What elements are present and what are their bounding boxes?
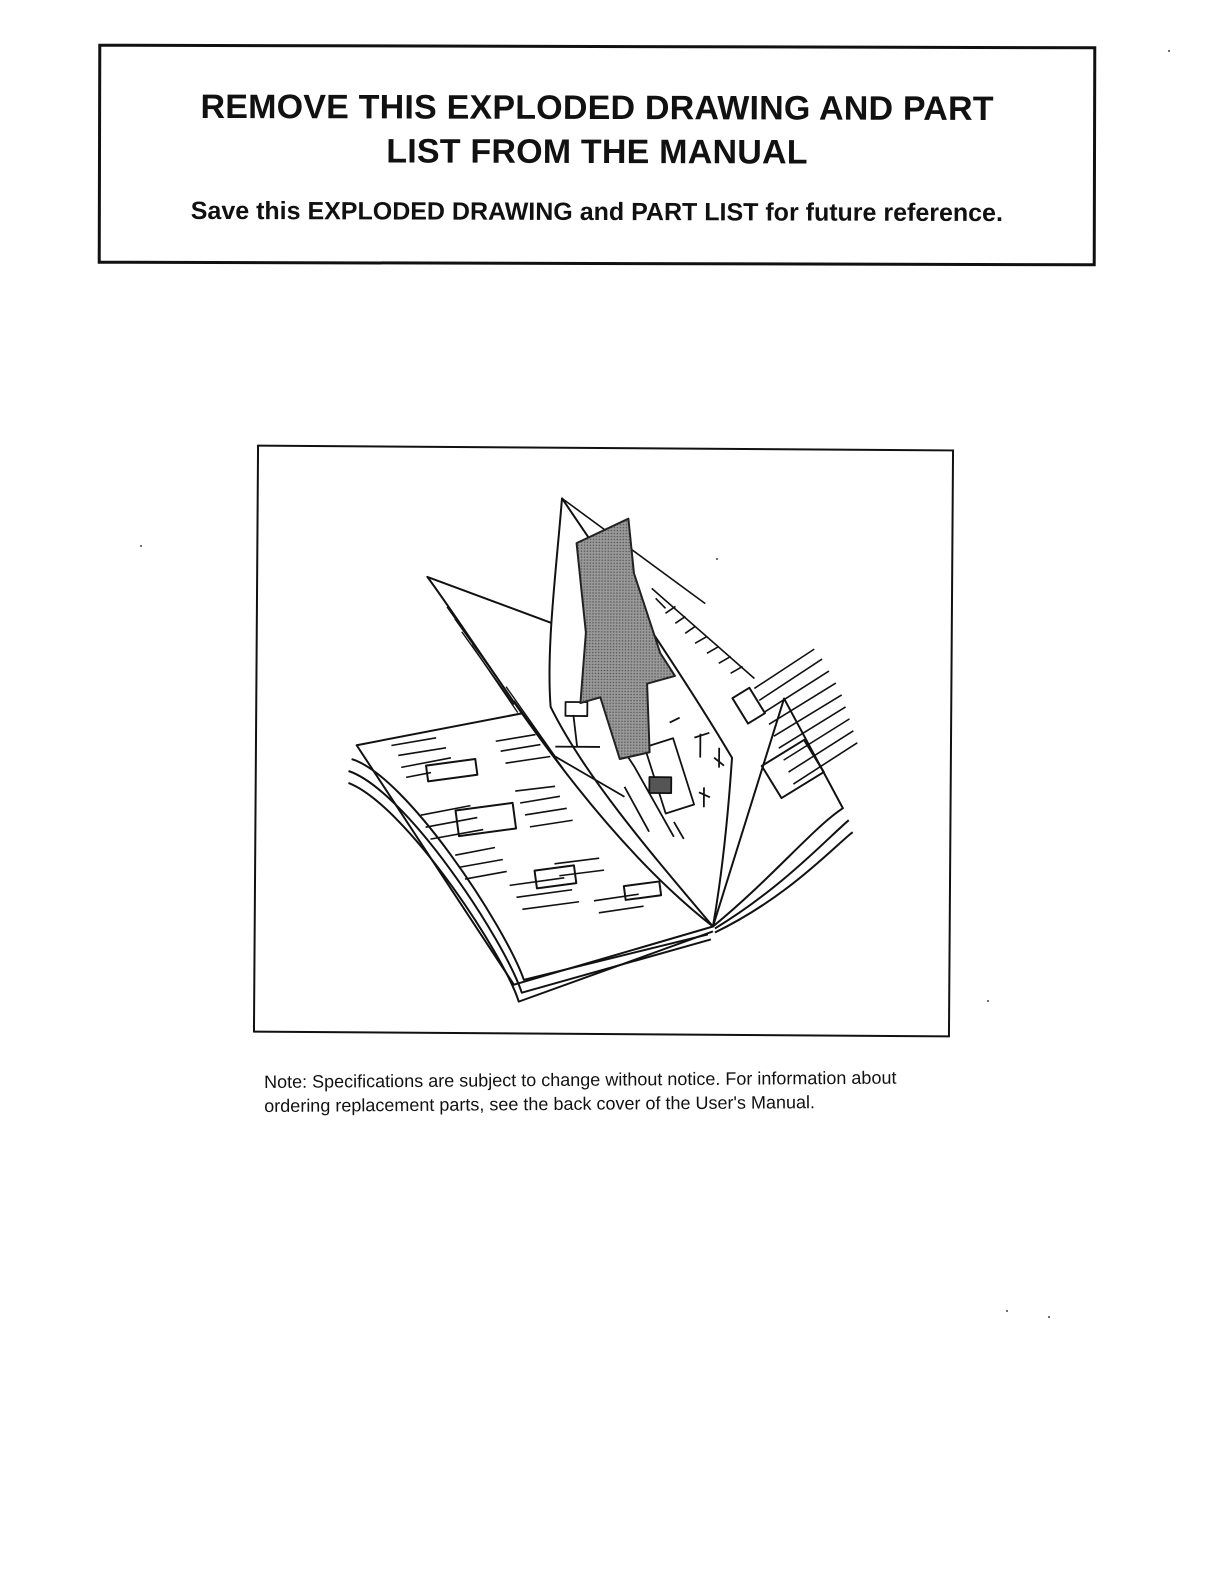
open-manual-icon xyxy=(255,447,952,1036)
notice-title-line-1: REMOVE THIS EXPLODED DRAWING AND PART xyxy=(200,87,994,129)
notice-title xyxy=(101,85,1093,176)
scan-speck xyxy=(1168,50,1170,52)
scan-speck xyxy=(716,558,718,560)
scan-speck xyxy=(140,545,142,547)
scan-speck xyxy=(1006,1310,1008,1312)
notice-title-line-2: LIST FROM THE MANUAL xyxy=(386,132,808,172)
scan-speck xyxy=(987,1000,989,1002)
scan-speck xyxy=(1048,1316,1050,1318)
notice-box xyxy=(98,44,1097,267)
note-line-1: Note: Specifications are subject to change without notice. For information about xyxy=(264,1067,897,1092)
notice-subtitle: Save this EXPLODED DRAWING and PART LIST for future reference. xyxy=(190,196,1003,228)
note-text xyxy=(264,1065,984,1118)
note-line-2: ordering replacement parts, see the back cover of the User's Manual. xyxy=(264,1092,816,1116)
illustration-frame xyxy=(253,445,954,1038)
